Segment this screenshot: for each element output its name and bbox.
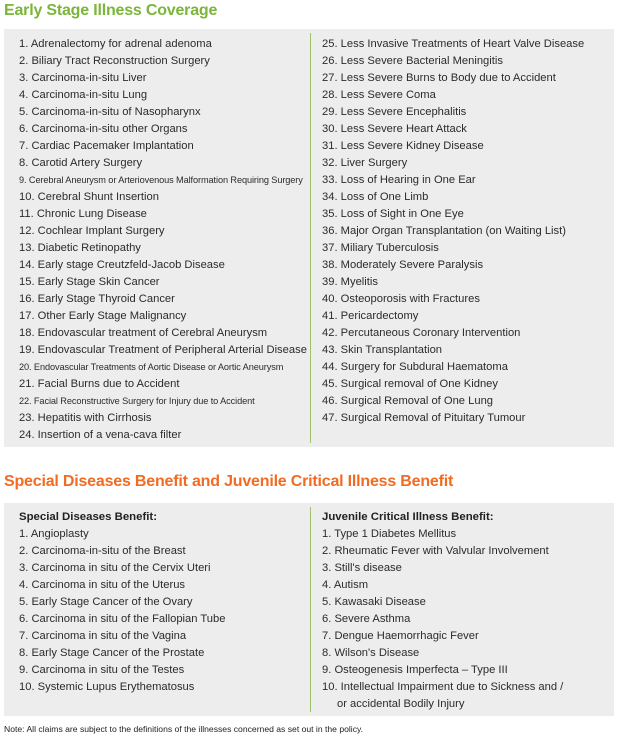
list-item: 33. Loss of Hearing in One Ear [322,174,476,186]
list-item: 8. Wilson's Disease [322,647,420,659]
list-item: 30. Less Severe Heart Attack [322,123,467,135]
list-item: 6. Carcinoma in situ of the Fallopian Tube [19,613,226,625]
section2-title: Special Diseases Benefit and Juvenile Critical Illness Benefit [4,473,454,490]
special-diseases-panel [4,503,614,716]
early-stage-list-left [19,36,307,444]
list-item: 42. Percutaneous Coronary Intervention [322,327,521,339]
list-item: 39. Myelitis [322,276,378,288]
list-item: 23. Hepatitis with Cirrhosis [19,412,152,424]
list-item: 7. Cardiac Pacemaker Implantation [19,140,194,152]
list-item: 5. Carcinoma-in-situ of Nasopharynx [19,106,201,118]
special-diseases-list [19,526,225,696]
list-item: 15. Early Stage Skin Cancer [19,276,160,288]
list-item: 8. Early Stage Cancer of the Prostate [19,647,205,659]
list-item: 19. Endovascular Treatment of Peripheral Arterial Disease [19,344,307,356]
list-item: 12. Cochlear Implant Surgery [19,225,165,237]
list-item: 18. Endovascular treatment of Cerebral Aneurysm [19,327,268,339]
list-item: 4. Carcinoma-in-situ Lung [19,89,148,101]
list-item: 6. Carcinoma-in-situ other Organs [19,123,188,135]
list-item: 4. Autism [322,579,369,591]
list-item: 2. Rheumatic Fever with Valvular Involvement [322,545,549,557]
list-item: 45. Surgical removal of One Kidney [322,378,498,390]
early-stage-left-column [19,36,307,444]
list-item: 8. Carotid Artery Surgery [19,157,143,169]
juvenile-subtitle: Juvenile Critical Illness Benefit: [322,511,494,523]
list-item: 1. Angioplasty [19,528,89,540]
list-item: 40. Osteoporosis with Fractures [322,293,480,305]
special-diseases-column [19,509,225,696]
section1-title: Early Stage Illness Coverage [4,2,218,19]
list-item: 3. Carcinoma in situ of the Cervix Uteri [19,562,211,574]
list-item: 24. Insertion of a vena-cava filter [19,429,182,441]
early-stage-panel [4,29,614,447]
list-item: 34. Loss of One Limb [322,191,429,203]
list-item: 25. Less Invasive Treatments of Heart Valve Disease [322,38,585,50]
list-item: 10. Systemic Lupus Erythematosus [19,681,195,693]
list-item: 22. Facial Reconstructive Surgery for Injury due to Accident [19,396,255,406]
list-item: 28. Less Severe Coma [322,89,436,101]
list-item: 5. Early Stage Cancer of the Ovary [19,596,193,608]
list-item: 31. Less Severe Kidney Disease [322,140,484,152]
list-item: 6. Severe Asthma [322,613,411,625]
list-item: 2. Biliary Tract Reconstruction Surgery [19,55,210,67]
special-diseases-subtitle: Special Diseases Benefit: [19,511,158,523]
list-item: 43. Skin Transplantation [322,344,443,356]
list-item: 32. Liver Surgery [322,157,408,169]
list-item: 21. Facial Burns due to Accident [19,378,180,390]
list-item: 36. Major Organ Transplantation (on Waiting List) [322,225,566,237]
list-item: 10. Intellectual Impairment due to Sickness and / [322,681,564,693]
list-item: 7. Carcinoma in situ of the Vagina [19,630,187,642]
list-item: 5. Kawasaki Disease [322,596,426,608]
list-item: 46. Surgical Removal of One Lung [322,395,494,407]
list-item: 27. Less Severe Burns to Body due to Accident [322,72,556,84]
list-item: 7. Dengue Haemorrhagic Fever [322,630,479,642]
list-item: 13. Diabetic Retinopathy [19,242,141,254]
column-divider [310,33,311,443]
list-item: 41. Pericardectomy [322,310,419,322]
list-item: 35. Loss of Sight in One Eye [322,208,464,220]
list-item: 4. Carcinoma in situ of the Uterus [19,579,186,591]
list-item: 10. Cerebral Shunt Insertion [19,191,159,203]
list-item: 44. Surgery for Subdural Haematoma [322,361,508,373]
list-item: 47. Surgical Removal of Pituitary Tumour [322,412,526,424]
early-stage-right-column [322,36,584,427]
list-item: 1. Adrenalectomy for adrenal adenoma [19,38,212,50]
list-item: 9. Osteogenesis Imperfecta – Type III [322,664,508,676]
list-item: 2. Carcinoma-in-situ of the Breast [19,545,186,557]
list-item: 3. Still's disease [322,562,402,574]
list-item: 9. Carcinoma in situ of the Testes [19,664,185,676]
list-item: 16. Early Stage Thyroid Cancer [19,293,175,305]
list-item: 20. Endovascular Treatments of Aortic Disease or Aortic Aneurysm [19,362,284,372]
list-item: 11. Chronic Lung Disease [19,208,147,220]
list-item: 26. Less Severe Bacterial Meningitis [322,55,503,67]
juvenile-list [322,526,563,713]
list-item: 3. Carcinoma-in-situ Liver [19,72,147,84]
list-item: 38. Moderately Severe Paralysis [322,259,484,271]
column-divider [310,507,311,712]
list-item: 29. Less Severe Encephalitis [322,106,467,118]
list-item: 9. Cerebral Aneurysm or Arteriovenous Malformation Requiring Surgery [19,175,303,185]
footnote: Note: All claims are subject to the definitions of the illnesses concerned as set out in the policy. [4,724,364,734]
list-item: or accidental Bodily Injury [337,698,465,710]
list-item: 1. Type 1 Diabetes Mellitus [322,528,457,540]
list-item: 14. Early stage Creutzfeld-Jacob Disease [19,259,225,271]
early-stage-list-right [322,36,584,427]
list-item: 17. Other Early Stage Malignancy [19,310,187,322]
juvenile-column [322,509,563,713]
list-item: 37. Miliary Tuberculosis [322,242,439,254]
